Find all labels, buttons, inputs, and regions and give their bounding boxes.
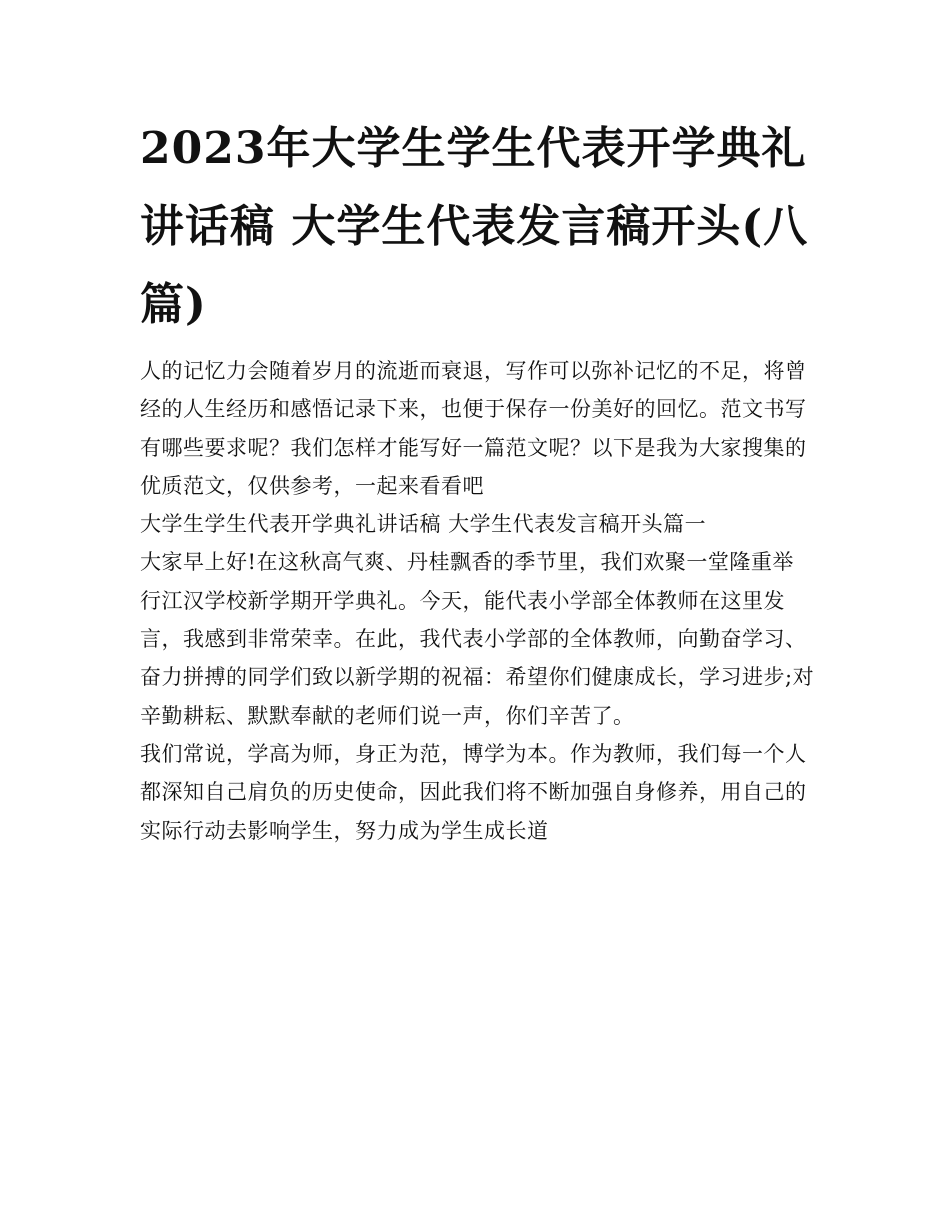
intro-paragraph: 人的记忆力会随着岁月的流逝而衰退，写作可以弥补记忆的不足，将曾经的人生经历和感悟记录下来，也便于保存一份美好的回忆。范文书写有哪些要求呢？我们怎样才能写好一篇范文呢？以下是我为大家搜集的优质范文，仅供参考，一起来看看吧 bbox=[140, 359, 807, 498]
body-paragraph: 我们常说，学高为师，身正为范，博学为本。作为教师，我们每一个人都深知自己肩负的历史使命，因此我们将不断加强自身修养，用自己的实际行动去影响学生，努力成为学生成长道 bbox=[140, 741, 807, 843]
document-page bbox=[140, 110, 815, 850]
body-paragraph: 大家早上好!在这秋高气爽、丹桂飘香的季节里，我们欢聚一堂隆重举行江汉学校新学期开学典礼。今天，能代表小学部全体教师在这里发言，我感到非常荣幸。在此，我代表小学部的全体教师，向勤奋学习、奋力拼搏的同学们致以新学期的祝福：希望你们健康成长，学习进步;对辛勤耕耘、默默奉献的老师们说一声，你们辛苦了。 bbox=[140, 550, 815, 728]
document-title: 2023年大学生学生代表开学典礼讲话稿 大学生代表发言稿开头(八篇) bbox=[140, 123, 809, 330]
section-heading: 大学生学生代表开学典礼讲话稿 大学生代表发言稿开头篇一 bbox=[140, 512, 707, 537]
